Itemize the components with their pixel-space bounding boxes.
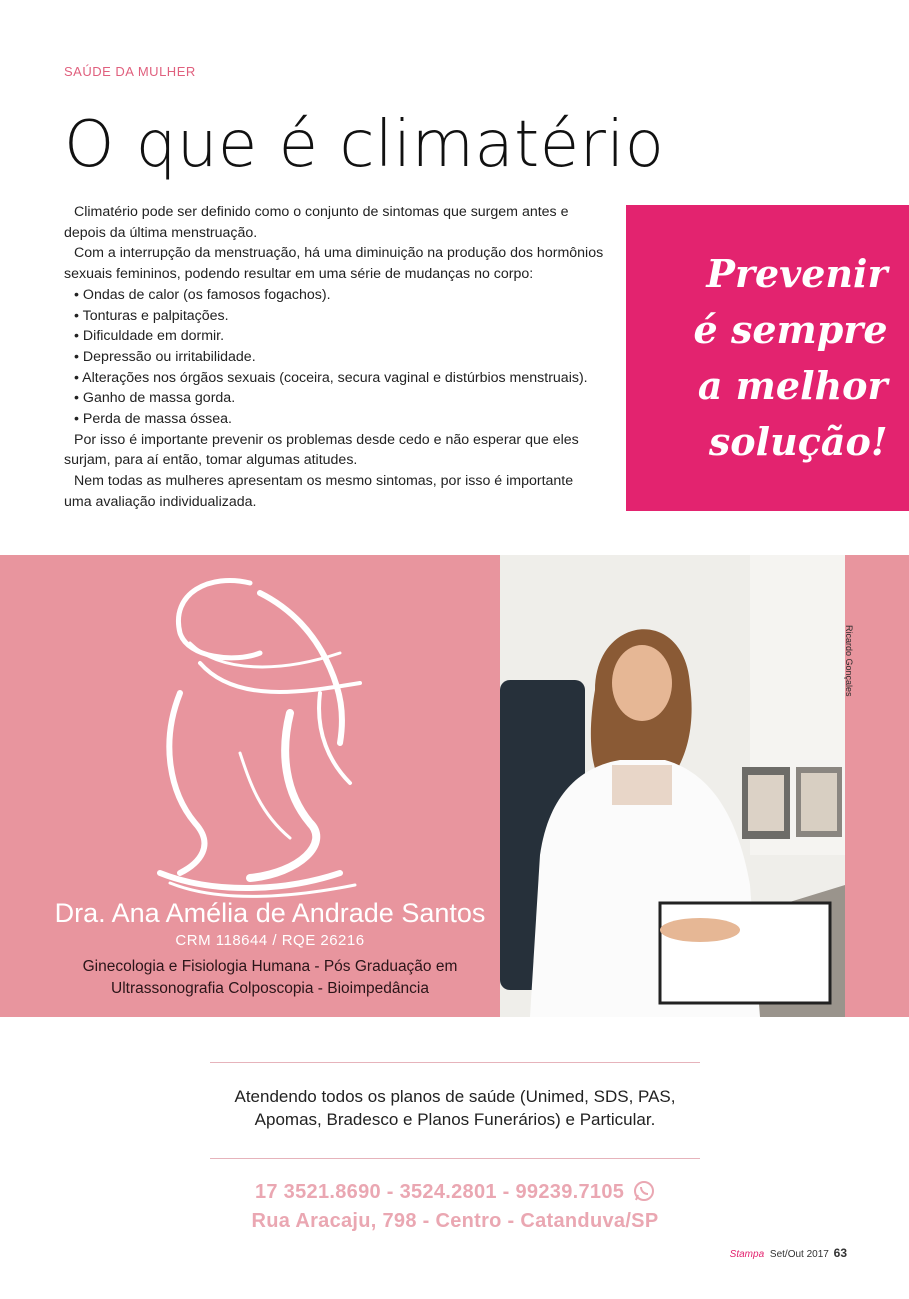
specialties-line: Ginecologia e Fisiologia Humana - Pós Graduação em — [82, 958, 458, 975]
clinic-address: Rua Aracaju, 798 - Centro - Catanduva/SP — [251, 1210, 659, 1232]
pullquote-text — [648, 246, 888, 470]
doctor-name: Dra. Ana Amélia de Andrade Santos — [54, 898, 486, 928]
list-item: • Depressão ou irritabilidade. — [74, 347, 604, 368]
phone-numbers: 17 3521.8690 - 3524.2801 - 99239.7105 — [254, 1181, 625, 1203]
article-body — [64, 202, 604, 513]
page-number: 63 — [833, 1246, 847, 1260]
pullquote-line: solução! — [708, 419, 888, 464]
symptom-list — [64, 285, 604, 430]
plans-line: Apomas, Bradesco e Planos Funerários) e Particular. — [254, 1110, 656, 1129]
female-silhouette-logo-icon — [140, 573, 370, 903]
list-item: • Tonturas e palpitações. — [74, 306, 604, 327]
divider — [210, 1062, 700, 1063]
article-paragraph: Climatério pode ser definido como o conjunto de sintomas que surgem antes e depois da última menstruação. — [64, 204, 569, 241]
doctor-registration: CRM 118644 / RQE 26216 — [175, 932, 365, 949]
pullquote-line: é sempre — [693, 307, 888, 352]
photo-credit: Ricardo Gonçales — [844, 625, 854, 697]
plans-line: Atendendo todos os planos de saúde (Unimed, SDS, PAS, — [234, 1087, 676, 1106]
article-paragraph: Nem todas as mulheres apresentam os mesmo sintomas, por isso é importante uma avaliação individualizada. — [64, 473, 574, 510]
article-paragraph: Por isso é importante prevenir os problemas desde cedo e não esperar que eles surjam, para aí então, tomar algumas atitudes. — [64, 431, 579, 469]
pullquote-line: Prevenir — [706, 251, 888, 296]
clinic-advertisement — [0, 555, 909, 1017]
doctor-photo — [500, 555, 845, 1017]
contact-phones — [200, 1180, 710, 1204]
whatsapp-icon — [633, 1180, 655, 1202]
list-item: • Ondas de calor (os famosos fogachos). — [74, 285, 604, 306]
list-item: • Perda de massa óssea. — [74, 409, 604, 430]
list-item: • Alterações nos órgãos sexuais (coceira, secura vaginal e distúrbios menstruais). — [74, 368, 604, 389]
page-footer — [730, 1246, 847, 1260]
doctor-portrait-image — [500, 555, 845, 1017]
list-item: • Ganho de massa gorda. — [74, 388, 604, 409]
issue-date: Set/Out 2017 — [769, 1249, 829, 1260]
health-plans-info — [200, 1085, 710, 1131]
magazine-brand: Stampa — [729, 1249, 765, 1260]
divider — [210, 1158, 700, 1159]
specialties-line: Ultrassonografia Colposcopia - Bioimpedância — [111, 980, 429, 997]
article-paragraph: Com a interrupção da menstruação, há uma diminuição na produção dos hormônios sexuais femininos, podendo resultar em uma série de mudanças no corpo: — [64, 245, 604, 283]
pullquote-line: a melhor — [697, 363, 888, 408]
page-title: O que é climatério — [64, 108, 665, 182]
doctor-specialties — [0, 956, 540, 1000]
pullquote-box — [626, 205, 909, 511]
section-tag: SAÚDE DA MULHER — [64, 64, 196, 79]
list-item: • Dificuldade em dormir. — [74, 326, 604, 347]
